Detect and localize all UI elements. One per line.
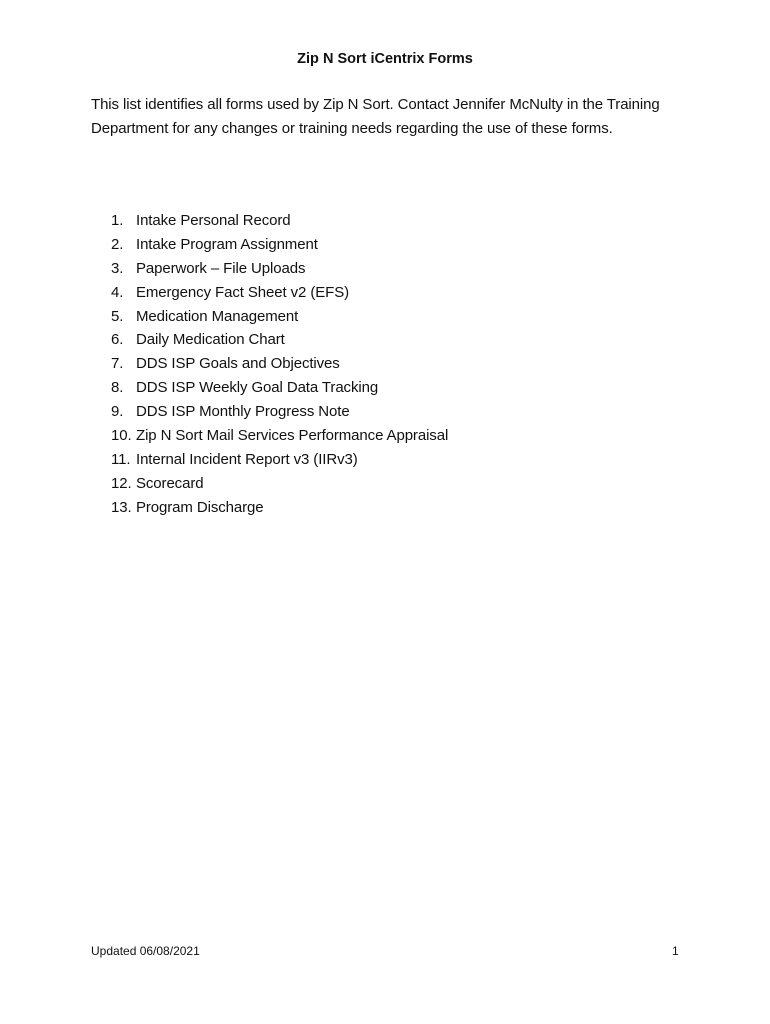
document-title: Zip N Sort iCentrix Forms xyxy=(297,51,473,67)
list-item-number: 10. xyxy=(111,427,132,445)
list-item-number: 3. xyxy=(111,259,124,277)
list-item-label: Intake Program Assignment xyxy=(136,235,318,253)
list-item-label: Zip N Sort Mail Services Performance Appraisal xyxy=(136,427,449,445)
list-item-number: 12. xyxy=(111,474,132,492)
footer-updated-date: Updated 06/08/2021 xyxy=(91,944,200,958)
list-item-label: Program Discharge xyxy=(136,498,264,516)
intro-paragraph: This list identifies all forms used by Zip N Sort. Contact Jennifer McNulty in the Training Department for any changes or training needs regarding the use of these forms. xyxy=(91,96,660,138)
list-item-label: Paperwork – File Uploads xyxy=(136,259,306,277)
list-item-label: Emergency Fact Sheet v2 (EFS) xyxy=(136,283,350,301)
list-item-number: 9. xyxy=(111,403,124,421)
list-item-number: 13. xyxy=(111,498,132,516)
list-item-label: Internal Incident Report v3 (IIRv3) xyxy=(136,450,358,468)
list-item-number: 11. xyxy=(111,450,131,468)
list-item-label: DDS ISP Weekly Goal Data Tracking xyxy=(136,379,379,397)
list-item-label: Daily Medication Chart xyxy=(136,331,285,349)
list-item-label: DDS ISP Monthly Progress Note xyxy=(136,403,350,421)
list-item-number: 6. xyxy=(111,331,124,349)
list-item-number: 5. xyxy=(111,307,124,325)
list-item-label: Intake Personal Record xyxy=(136,212,291,229)
page-number: 1 xyxy=(672,944,679,958)
list-item-number: 4. xyxy=(111,283,124,301)
list-item-number: 7. xyxy=(111,355,124,373)
list-item-number: 2. xyxy=(111,235,124,253)
list-item-label: Medication Management xyxy=(136,307,299,325)
list-item-number: 8. xyxy=(111,379,124,397)
list-item-number: 1. xyxy=(111,212,124,229)
list-item-label: DDS ISP Goals and Objectives xyxy=(136,355,340,373)
list-item-label: Scorecard xyxy=(136,474,204,492)
